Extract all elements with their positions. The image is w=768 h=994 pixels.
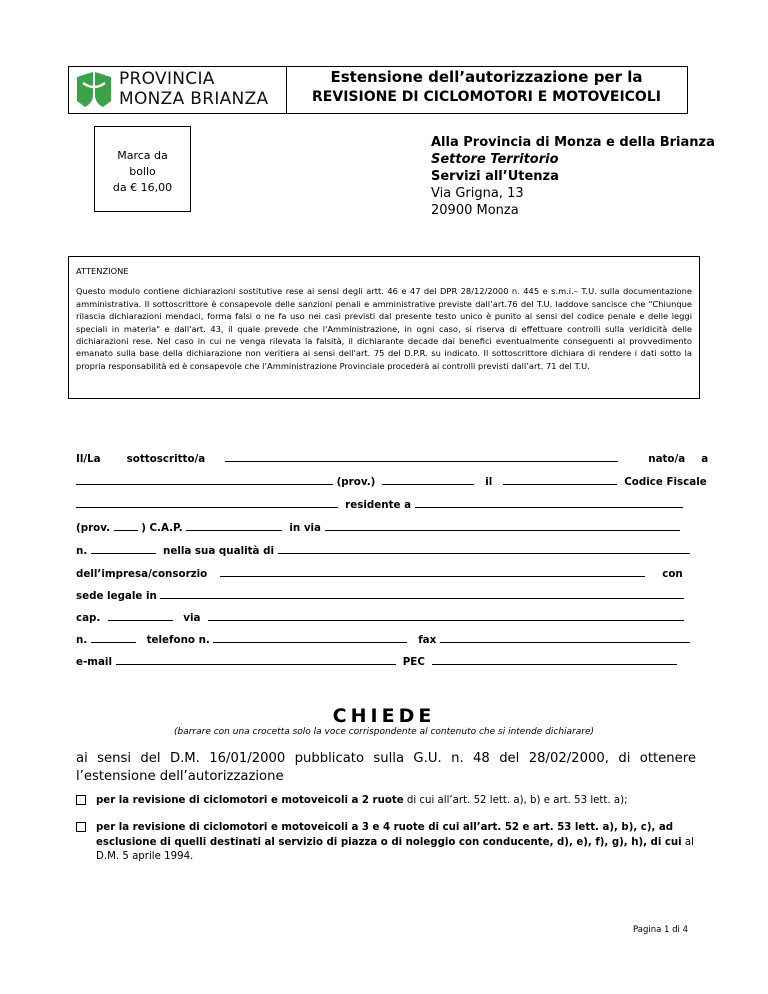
logo-text-line2: MONZA BRIANZA — [119, 89, 269, 109]
field-codice-fiscale[interactable] — [76, 498, 338, 508]
document-title-line1: Estensione dell’autorizzazione per la — [330, 68, 643, 86]
page-number: Pagina 1 di 4 — [633, 925, 688, 935]
label-via: via — [183, 612, 201, 624]
label-codice-fiscale: Codice Fiscale — [624, 476, 707, 488]
chiede-intro: ai sensi del D.M. 16/01/2000 pubblicato sulla G.U. n. 48 del 28/02/2000, di ottenere l’estensione dell’autorizzazione — [76, 751, 696, 784]
field-sede-number[interactable] — [91, 633, 136, 643]
label-prov-residence: (prov. — [76, 522, 111, 534]
label-nato: nato/a — [648, 453, 686, 465]
field-sede-street[interactable] — [208, 611, 684, 621]
label-con: con — [662, 568, 683, 580]
field-sede-legale[interactable] — [160, 589, 684, 599]
warning-body: Questo modulo contiene dichiarazioni sostitutive rese ai sensi degli artt. 46 e 47 del DPR 28/12/2000 n. 445 e s.m.i.– T.U. sulla documentazione amministrativa. Il sottoscrittore è consapevole delle sanzioni penali e amministrative previste dall’art.76 del T.U. laddove sancisce che "Chiunque rilascia dichiarazioni mendaci, forma falsi o ne fa uso nei casi previsti dal presente testo unico è punito ai sensi del codice penale e delle leggi speciali in materia" e dall'art. 43, il quale prevede che l'Amministrazione, in ogni caso, si riserva di effettuare controlli sulla veridicità delle dichiarazioni rese. Nel caso in cui ne venga rilevata la falsità, il dichiarante decade dai benefici eventualmente conseguenti al provvedimento emanato sulla base della dichiarazione non veritiera ai sensi dell'art. 75 del D.P.R. su indicato. Il sottoscrittore dichiara di rendere i dati sotto la propria responsabilità ed è consapevole che l’Amministrazione Provinciale procederà ai controlli previsti dall’art. 71 del T.U. — [76, 286, 692, 371]
label-il-la: Il/La — [76, 453, 101, 465]
logo-text-line1: PROVINCIA — [119, 69, 215, 89]
option-2-ruote-bold: per la revisione di ciclomotori e motoveicoli a 2 ruote — [96, 795, 404, 806]
label-telefono: telefono n. — [146, 634, 210, 646]
document-header — [68, 66, 688, 114]
address-line3: Servizi all’Utenza — [431, 169, 559, 184]
field-sede-cap[interactable] — [108, 611, 173, 621]
label-residente: residente a — [345, 499, 412, 511]
chiede-heading: CHIEDE — [332, 705, 436, 727]
label-impresa: dell’impresa/consorzio — [76, 568, 208, 580]
document-title-line2: REVISIONE DI CICLOMOTORI E MOTOVEICOLI — [312, 89, 661, 105]
option-3-4-ruote — [76, 821, 700, 865]
stamp-line2: bollo — [129, 165, 156, 178]
warning-box — [68, 256, 700, 399]
field-qualita[interactable] — [278, 544, 690, 554]
form-row-1 — [76, 452, 709, 465]
label-qualita: nella sua qualità di — [163, 545, 274, 557]
provincia-logo — [69, 67, 287, 113]
label-cap: ) C.A.P. — [141, 522, 183, 534]
field-birth-prov[interactable] — [382, 475, 474, 485]
field-residence-cap[interactable] — [186, 521, 282, 531]
label-il: il — [485, 476, 493, 488]
revenue-stamp-box — [94, 126, 191, 212]
field-impresa[interactable] — [220, 567, 645, 577]
field-birth-date[interactable] — [503, 475, 617, 485]
label-sede: sede legale in — [76, 590, 157, 602]
stamp-line3: da € 16,00 — [112, 181, 173, 194]
field-residence-city[interactable] — [415, 498, 683, 508]
field-pec[interactable] — [432, 655, 677, 665]
option-3-4-ruote-rest: al D.M. 5 aprile 1994. — [96, 836, 694, 862]
option-2-ruote-rest: di cui all’art. 52 lett. a), b) e art. 53 lett. a); — [403, 795, 628, 806]
form-row-3 — [76, 498, 696, 511]
form-row-10 — [76, 655, 696, 668]
option-3-4-ruote-bold: per la revisione di ciclomotori e motoveicoli a 3 e 4 ruote di cui all’art. 52 e art. 53 lett. a), b), c), ad esclusione di quelli destinati al servizio di piazza o di noleggio con conducente, d), e), f), g), h), di cui — [96, 822, 682, 848]
label-fax: fax — [418, 634, 437, 646]
label-pec: PEC — [402, 656, 425, 668]
label-cap-sede: cap. — [76, 612, 101, 624]
label-sottoscritto: sottoscritto/a — [126, 453, 206, 465]
label-in-via: in via — [289, 522, 322, 534]
address-line5: 20900 Monza — [431, 203, 519, 218]
address-line2: Settore Territorio — [431, 152, 559, 167]
form-row-8 — [76, 611, 696, 624]
field-residence-prov[interactable] — [114, 521, 138, 531]
field-telefono[interactable] — [213, 633, 407, 643]
warning-title: ATTENZIONE — [76, 266, 129, 276]
label-email: e-mail — [76, 656, 112, 668]
field-sottoscritto-name[interactable] — [225, 452, 618, 462]
field-email[interactable] — [116, 655, 396, 665]
form-row-4 — [76, 521, 696, 534]
label-n: n. — [76, 545, 88, 557]
form-row-2 — [76, 475, 707, 488]
address-line4: Via Grigna, 13 — [431, 186, 524, 201]
form-row-5 — [76, 544, 696, 557]
form-row-7 — [76, 589, 696, 602]
option-2-ruote — [76, 794, 700, 809]
field-residence-number[interactable] — [91, 544, 156, 554]
chiede-note: (barrare con una crocetta solo la voce corrispondente al contenuto che si intende dichiarare) — [173, 727, 595, 737]
field-residence-street[interactable] — [325, 521, 680, 531]
provincia-logo-mark-icon — [75, 71, 113, 109]
stamp-line1: Marca da — [117, 149, 168, 162]
option-2-ruote-checkbox[interactable] — [76, 795, 86, 805]
field-birthplace[interactable] — [76, 475, 333, 485]
option-3-4-ruote-checkbox[interactable] — [76, 822, 86, 832]
label-n-sede: n. — [76, 634, 88, 646]
form-row-6 — [76, 567, 696, 580]
form-row-9 — [76, 633, 696, 646]
label-prov: (prov.) — [336, 476, 376, 488]
address-line1: Alla Provincia di Monza e della Brianza — [431, 135, 715, 150]
label-a: a — [701, 453, 709, 465]
field-fax[interactable] — [440, 633, 690, 643]
recipient-address — [431, 134, 715, 219]
